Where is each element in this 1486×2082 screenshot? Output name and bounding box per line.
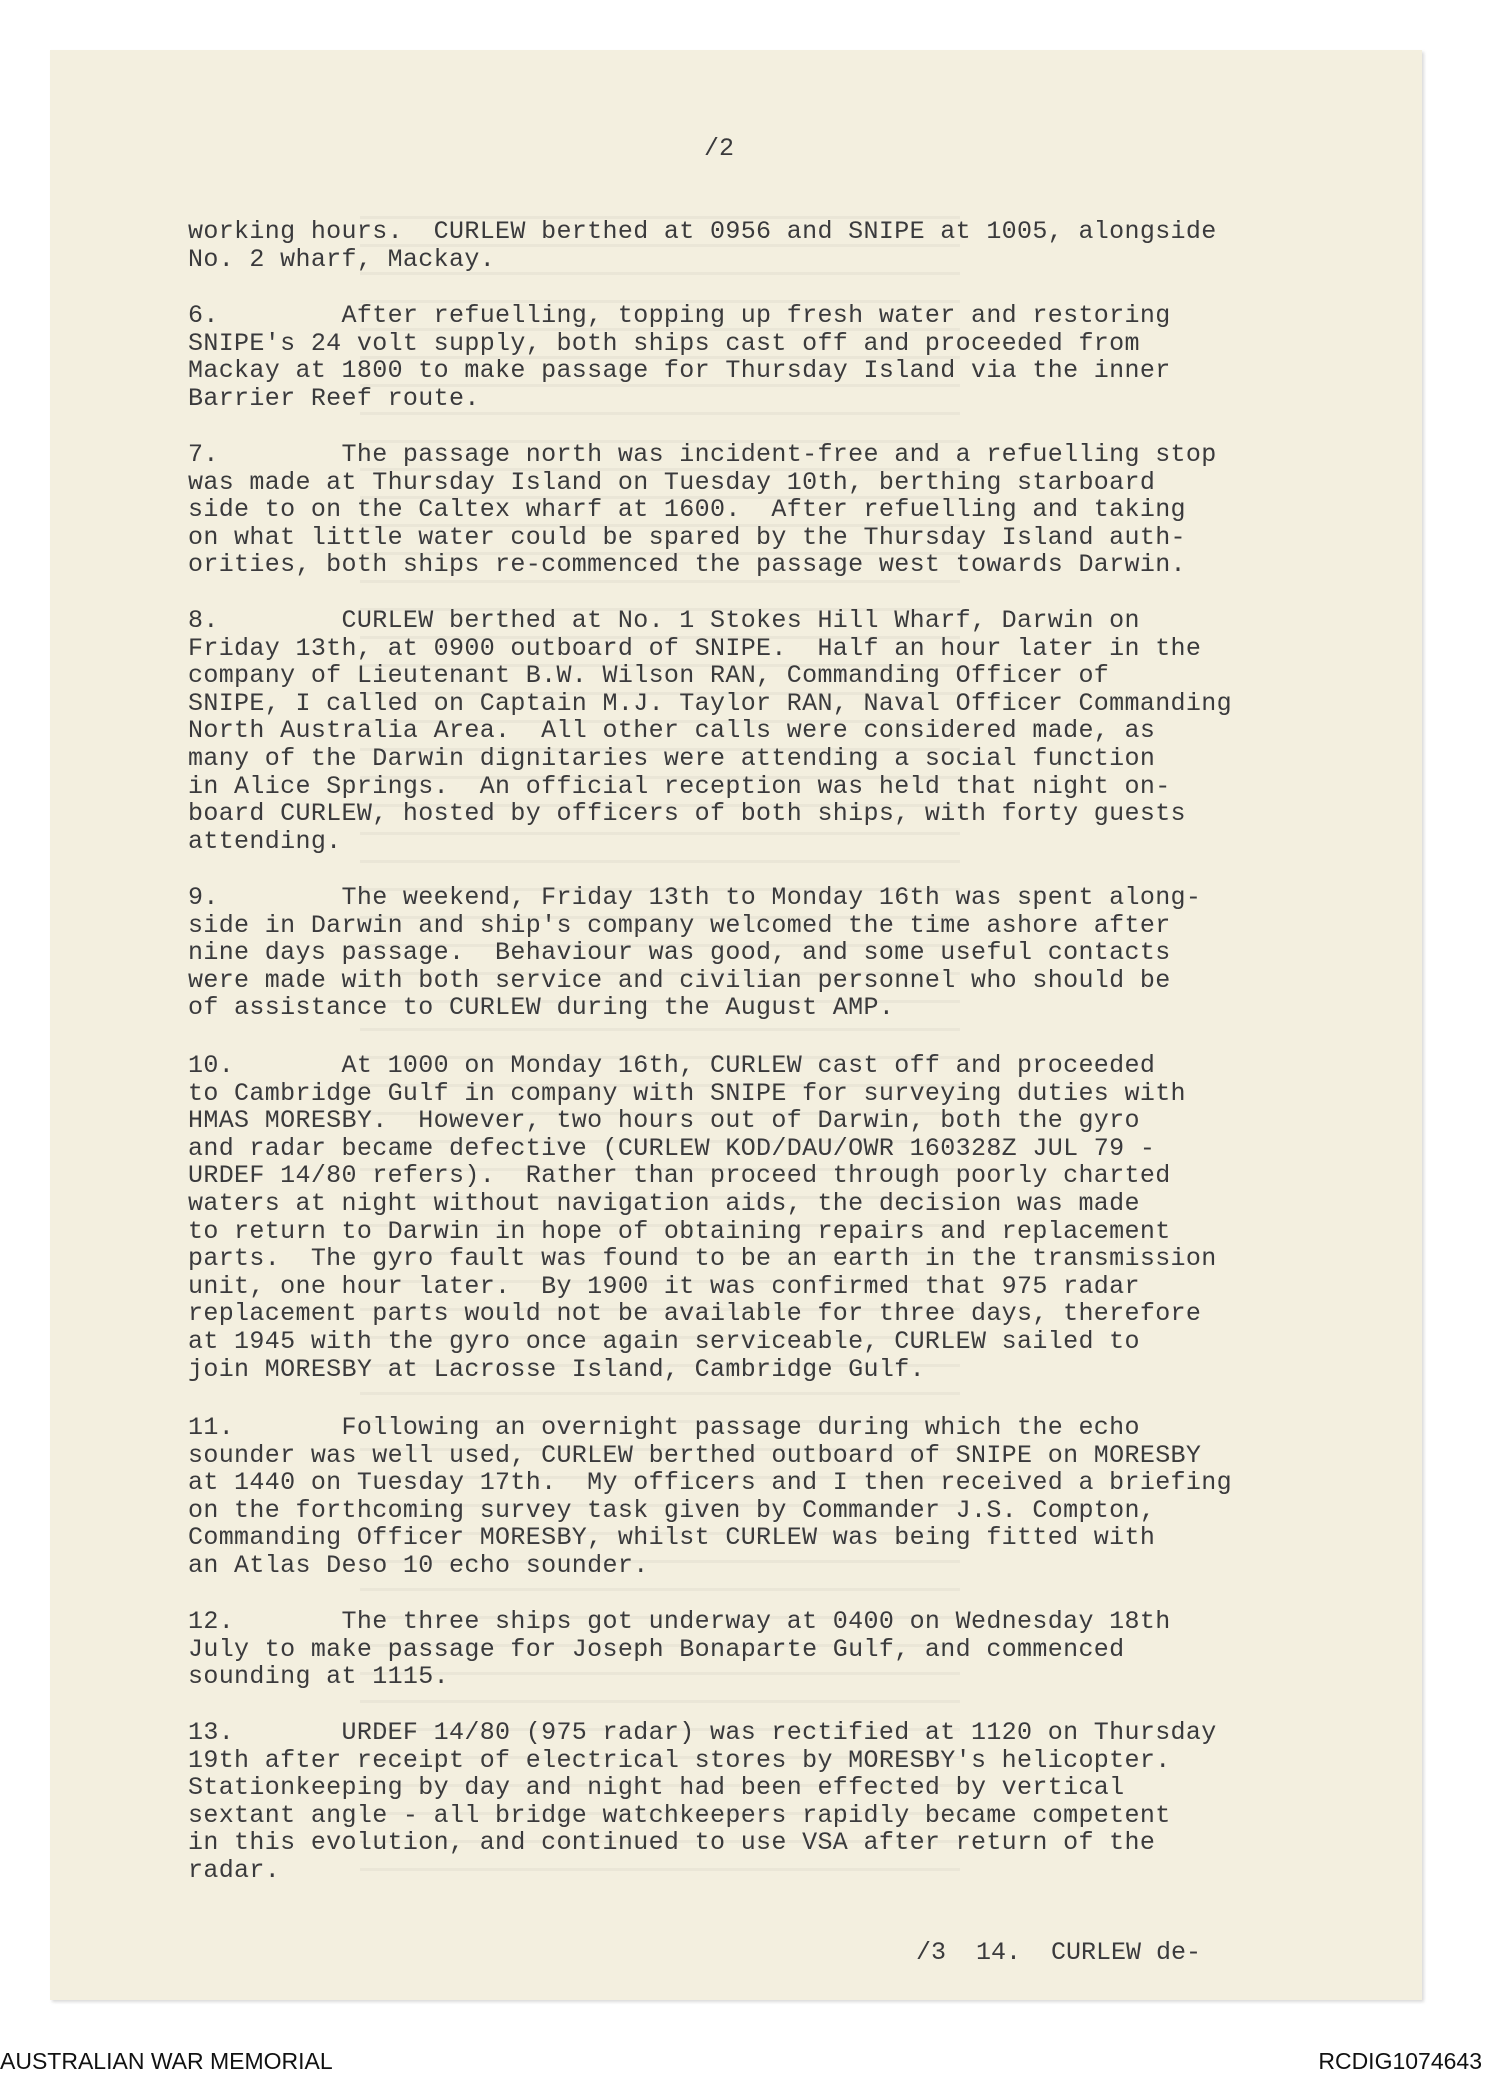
text-line: was made at Thursday Island on Tuesday 10th, berthing starboard [188, 467, 1156, 497]
paragraph [188, 1608, 1348, 1691]
text-line: working hours. CURLEW berthed at 0956 and SNIPE at 1005, alongside [188, 217, 1217, 246]
text-line: on what little water could be spared by the Thursday Island auth- [188, 522, 1186, 552]
text-line: attending. [188, 826, 342, 856]
text-line: Commanding Officer MORESBY, whilst CURLEW was being fitted with [188, 1523, 1156, 1553]
text-line: 19th after receipt of electrical stores by MORESBY's helicopter. [188, 1745, 1171, 1775]
text-line: unit, one hour later. By 1900 it was confirmed that 975 radar [188, 1271, 1140, 1301]
text-line: an Atlas Deso 10 echo sounder. [188, 1550, 649, 1580]
text-line: 11. Following an overnight passage during which the echo [188, 1413, 1140, 1442]
text-line: company of Lieutenant B.W. Wilson RAN, Commanding Officer of [188, 661, 1110, 691]
paragraph [188, 1052, 1348, 1383]
text-line: side in Darwin and ship's company welcomed the time ashore after [188, 910, 1171, 940]
page-number: /2 [704, 134, 735, 163]
footer-record-id: RCDIG1074643 [1318, 2048, 1482, 2074]
text-line: were made with both service and civilian personnel who should be [188, 965, 1171, 995]
text-line: to Cambridge Gulf in company with SNIPE for surveying duties with [188, 1078, 1186, 1108]
paragraph [188, 1719, 1348, 1885]
text-line: nine days passage. Behaviour was good, and some useful contacts [188, 938, 1171, 968]
text-line: parts. The gyro fault was found to be an earth in the transmission [188, 1244, 1217, 1274]
text-line: at 1945 with the gyro once again serviceable, CURLEW sailed to [188, 1326, 1140, 1356]
paragraph [188, 1414, 1348, 1580]
text-line: of assistance to CURLEW during the August AMP. [188, 993, 895, 1023]
text-line: 7. The passage north was incident-free and a refuelling stop [188, 440, 1217, 469]
text-line: in Alice Springs. An official reception was held that night on- [188, 771, 1171, 801]
text-line: orities, both ships re-commenced the passage west towards Darwin. [188, 550, 1186, 580]
text-line: 8. CURLEW berthed at No. 1 Stokes Hill Wharf, Darwin on [188, 606, 1140, 635]
text-line: to return to Darwin in hope of obtaining repairs and replacement [188, 1216, 1171, 1246]
text-line: waters at night without navigation aids, the decision was made [188, 1188, 1140, 1218]
text-line: radar. [188, 1855, 281, 1885]
paragraph [188, 302, 1348, 412]
text-line: and radar became defective (CURLEW KOD/DAU/OWR 160328Z JUL 79 - [188, 1133, 1156, 1163]
text-line: Friday 13th, at 0900 outboard of SNIPE. Half an hour later in the [188, 633, 1202, 663]
text-line: Stationkeeping by day and night had been effected by vertical [188, 1773, 1125, 1803]
text-line: sounding at 1115. [188, 1662, 449, 1692]
text-line: HMAS MORESBY. However, two hours out of Darwin, both the gyro [188, 1106, 1140, 1136]
text-line: 6. After refuelling, topping up fresh water and restoring [188, 301, 1171, 330]
paragraph [188, 607, 1348, 855]
text-line: North Australia Area. All other calls were considered made, as [188, 716, 1156, 746]
footer-archive-name: AUSTRALIAN WAR MEMORIAL [0, 2048, 333, 2074]
continuation-note: /3 14. CURLEW de- [916, 1938, 1202, 1967]
paragraph [188, 884, 1348, 1022]
paragraph [188, 218, 1348, 273]
text-line: many of the Darwin dignitaries were attending a social function [188, 743, 1156, 773]
text-line: replacement parts would not be available for three days, therefore [188, 1299, 1202, 1329]
paragraph [188, 441, 1348, 579]
text-line: No. 2 wharf, Mackay. [188, 244, 496, 274]
text-line: on the forthcoming survey task given by Commander J.S. Compton, [188, 1495, 1156, 1525]
text-line: 13. URDEF 14/80 (975 radar) was rectified at 1120 on Thursday [188, 1718, 1217, 1747]
text-line: at 1440 on Tuesday 17th. My officers and I then received a briefing [188, 1468, 1232, 1498]
text-line: 9. The weekend, Friday 13th to Monday 16th was spent along- [188, 883, 1202, 912]
text-line: Mackay at 1800 to make passage for Thursday Island via the inner [188, 356, 1171, 386]
text-line: July to make passage for Joseph Bonaparte Gulf, and commenced [188, 1634, 1125, 1664]
text-line: join MORESBY at Lacrosse Island, Cambridge Gulf. [188, 1354, 925, 1384]
text-line: side to on the Caltex wharf at 1600. After refuelling and taking [188, 495, 1186, 525]
text-line: 12. The three ships got underway at 0400 on Wednesday 18th [188, 1607, 1171, 1636]
text-line: URDEF 14/80 refers). Rather than proceed through poorly charted [188, 1161, 1171, 1191]
text-line: sounder was well used, CURLEW berthed outboard of SNIPE on MORESBY [188, 1440, 1202, 1470]
text-line: board CURLEW, hosted by officers of both ships, with forty guests [188, 799, 1186, 829]
text-line: sextant angle - all bridge watchkeepers rapidly became competent [188, 1800, 1171, 1830]
text-line: 10. At 1000 on Monday 16th, CURLEW cast off and proceeded [188, 1051, 1156, 1080]
text-line: SNIPE, I called on Captain M.J. Taylor RAN, Naval Officer Commanding [188, 688, 1232, 718]
text-line: SNIPE's 24 volt supply, both ships cast off and proceeded from [188, 328, 1140, 358]
text-line: in this evolution, and continued to use VSA after return of the [188, 1828, 1156, 1858]
text-line: Barrier Reef route. [188, 383, 480, 413]
